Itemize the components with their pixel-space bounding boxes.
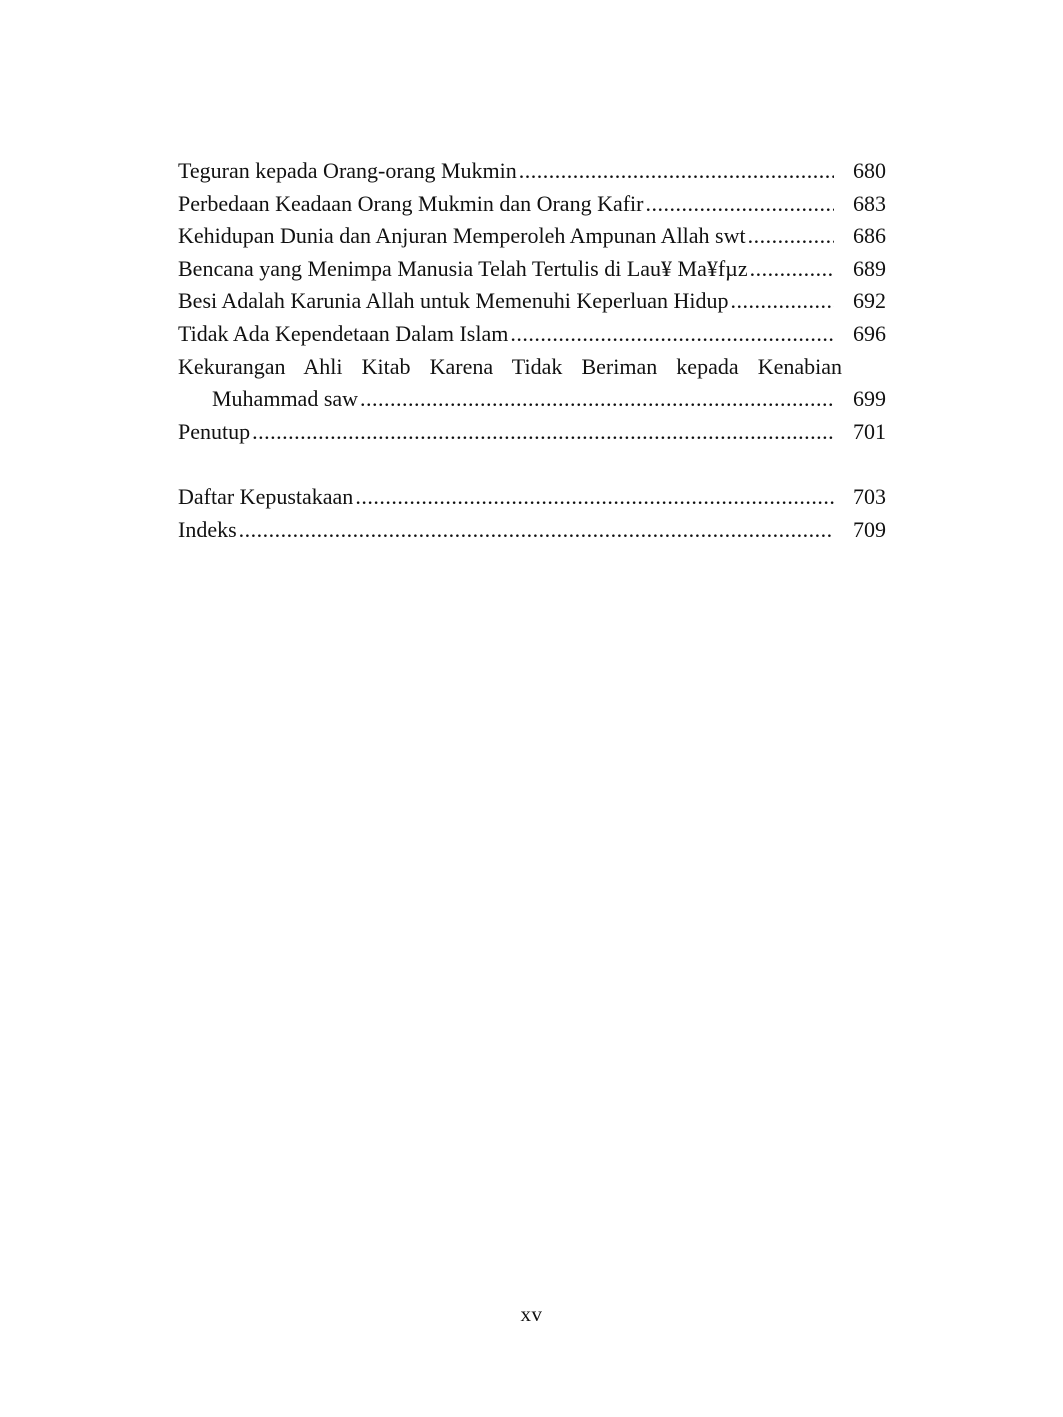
toc-group-backmatter	[178, 481, 886, 546]
dot-leader	[239, 514, 834, 547]
toc-entry-second-line	[178, 383, 886, 416]
toc-entry-title: Tidak Ada Kependetaan Dalam Islam	[178, 320, 509, 346]
toc-entry-page: 689	[853, 255, 886, 281]
toc-entry	[178, 318, 886, 351]
dot-leader	[519, 155, 834, 188]
toc-entry-title: Teguran kepada Orang-orang Mukmin	[178, 158, 517, 183]
dot-leader	[252, 416, 834, 449]
toc-entry-multiline	[178, 351, 886, 416]
toc-entry	[178, 481, 886, 514]
toc-entry	[178, 155, 886, 188]
toc-entry-title: Perbedaan Keadaan Orang Mukmin dan Orang Kafir	[178, 190, 644, 216]
toc-entry	[178, 220, 886, 253]
dot-leader	[646, 188, 835, 221]
toc-entry-title-line2: Muhammad saw	[212, 386, 359, 412]
toc-entry-page: 686	[853, 223, 886, 249]
toc-entry-title: Kehidupan Dunia dan Anjuran Memperoleh Ampunan Allah swt	[178, 223, 746, 249]
dot-leader	[360, 383, 834, 416]
toc-entry-page: 709	[853, 516, 886, 542]
toc-entry-title-line1: Kekurangan Ahli Kitab Karena Tidak Beriman kepada Kenabian	[178, 353, 842, 379]
table-of-contents	[178, 155, 886, 547]
toc-entry-page: 703	[853, 484, 886, 510]
dot-leader	[731, 285, 835, 318]
toc-entry	[178, 253, 886, 286]
toc-entry	[178, 285, 886, 318]
toc-entry	[178, 416, 886, 449]
toc-entry-page: 701	[853, 418, 886, 444]
toc-entry	[178, 514, 886, 547]
toc-entry-title: Bencana yang Menimpa Manusia Telah Tertulis di Lau¥ Ma¥fµz	[178, 255, 748, 281]
toc-group-chapters	[178, 155, 886, 448]
toc-entry-title: Penutup	[178, 418, 251, 444]
toc-entry-page: 699	[853, 386, 886, 412]
toc-entry	[178, 188, 886, 221]
toc-entry-title: Daftar Kepustakaan	[178, 484, 354, 510]
toc-entry-page: 696	[853, 320, 886, 346]
toc-entry-page: 683	[853, 190, 886, 216]
toc-entry-title: Besi Adalah Karunia Allah untuk Memenuhi Keperluan Hidup	[178, 288, 729, 314]
toc-entry-page: 692	[853, 288, 886, 314]
toc-entry-title: Indeks	[178, 516, 237, 542]
page-number: xv	[520, 1302, 543, 1326]
dot-leader	[748, 220, 834, 253]
dot-leader	[750, 253, 834, 286]
toc-entry-page: 680	[853, 158, 886, 183]
dot-leader	[510, 318, 834, 351]
dot-leader	[355, 481, 834, 514]
